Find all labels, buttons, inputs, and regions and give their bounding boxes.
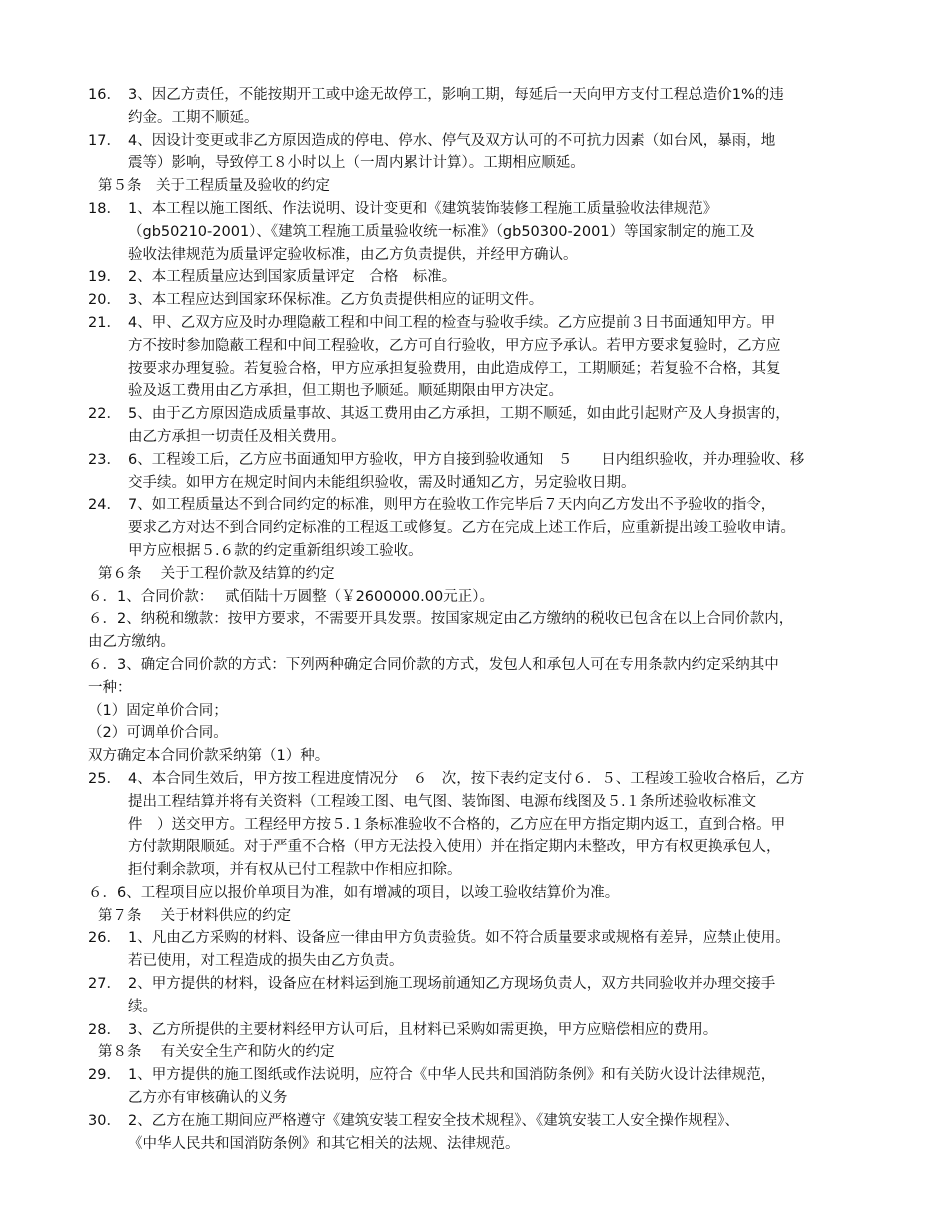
- clause-continuation: 由乙方承担一切责任及相关费用。: [128, 428, 346, 445]
- section-heading: 第７条 关于材料供应的约定: [98, 907, 292, 924]
- clause-line: [88, 1064, 890, 1087]
- clause-number: 23．: [88, 451, 121, 468]
- clause-text: 3、本工程应达到国家环保标准。乙方负责提供相应的证明文件。: [128, 292, 544, 309]
- clause-line: [88, 266, 890, 289]
- clause-number: 30．: [88, 1112, 121, 1129]
- clause-number: 25．: [88, 770, 121, 787]
- clause-number: 28．: [88, 1021, 121, 1038]
- clause-continuation: 件 ）送交甲方。工程经甲方按５.１条标准验收不合格的，乙方应在甲方指定期内返工，直到合格。甲: [128, 816, 786, 833]
- clause-continuation: 验收法律规范为质量评定验收标准，由乙方负责提供，并经甲方确认。: [128, 246, 578, 263]
- paragraph-line: ６．3、确定合同价款的方式：下列两种确定合同价款的方式，发包人和承包人可在专用条款内约定采纳其中: [88, 656, 779, 673]
- clause-text: 6、工程竣工后，乙方应书面通知甲方验收，甲方自接到验收通知 ５ 日内组织验收，并办理验收、移: [128, 451, 805, 468]
- clause-text: 1、本工程以施工图纸、作法说明、设计变更和《建筑装饰装修工程施工质量验收法律规范》: [128, 200, 718, 217]
- clause-text: 3、因乙方责任，不能按期开工或中途无故停工，影响工期，每延后一天向甲方支付工程总造价1%的违: [128, 87, 784, 103]
- section-heading: 第６条 关于工程价款及结算的约定: [98, 565, 335, 582]
- clause-continuation: 震等）影响，导致停工８小时以上（一周内累计计算）。工期相应顺延。: [128, 155, 585, 172]
- section-heading: 第５条 关于工程质量及验收的约定: [98, 178, 330, 195]
- clause-continuation: 按要求办理复验。若复验合格，甲方应承担复验费用，由此造成停工，工期顺延；若复验不合格，其复: [128, 360, 781, 377]
- clause-continuation: 甲方应根据５.６款的约定重新组织竣工验收。: [128, 542, 423, 559]
- clause-text: 5、由于乙方原因造成质量事故、其返工费用由乙方承担，工期不顺延，如由此引起财产及人身损害的，: [128, 406, 790, 423]
- clause-text: 2、乙方在施工期间应严格遵守《建筑安装工程安全技术规程》、《建筑安装工人安全操作规程》、: [128, 1112, 739, 1129]
- clause-continuation: 约金。工期不顺延。: [128, 109, 259, 126]
- clause-continuation: 交手续。如甲方在规定时间内未能组织验收，需及时通知乙方，另定验收日期。: [128, 474, 636, 491]
- clause-line: [88, 312, 890, 335]
- clause-line: [88, 494, 890, 517]
- clause-number: 16．: [88, 87, 121, 103]
- paragraph-line: （1）固定单价合同；: [88, 702, 228, 719]
- clause-line: [88, 1019, 890, 1042]
- clause-number: 21．: [88, 314, 121, 331]
- clause-continuation: 方付款期限顺延。对于严重不合格（甲方无法投入使用）并在指定期内未整改，甲方有权更换承包人，: [128, 839, 781, 856]
- clause-line: [88, 84, 890, 107]
- clause-number: 29．: [88, 1067, 121, 1084]
- paragraph-line: ６．2、纳税和缴款：按甲方要求，不需要开具发票。按国家规定由乙方缴纳的税收已包含在以上合同价款内，: [88, 611, 794, 628]
- clause-number: 22．: [88, 406, 121, 423]
- clause-text: 4、因设计变更或非乙方原因造成的停电、停水、停气及双方认可的不可抗力因素（如台风，暴雨，地: [128, 132, 776, 149]
- clause-line: [88, 1110, 890, 1133]
- clause-number: 20．: [88, 292, 121, 309]
- paragraph-line: 双方确定本合同价款采纳第（1）种。: [88, 748, 330, 765]
- clause-line: [88, 927, 890, 950]
- paragraph-line: （2）可调单价合同。: [88, 725, 228, 742]
- clause-number: 24．: [88, 497, 121, 514]
- clause-continuation: 方不按时参加隐蔽工程和中间工程验收，乙方可自行验收，甲方应予承认。若甲方要求复验时，乙方应: [128, 337, 781, 354]
- clause-continuation: 乙方亦有审核确认的义务: [128, 1090, 288, 1107]
- clause-line: [88, 403, 890, 426]
- clause-text: 7、如工程质量达不到合同约定的标准，则甲方在验收工作完毕后７天内向乙方发出不予验收的指令，: [128, 497, 776, 514]
- clause-continuation: 续。: [128, 998, 157, 1015]
- clause-text: 2、本工程质量应达到国家质量评定 合格 标准。: [128, 269, 457, 286]
- clause-number: 18．: [88, 200, 121, 217]
- clause-number: 27．: [88, 976, 121, 993]
- clause-text: 1、甲方提供的施工图纸或作法说明，应符合《中华人民共和国消防条例》和有关防火设计法律规范，: [128, 1067, 776, 1084]
- clause-number: 17．: [88, 132, 121, 149]
- clause-continuation: 验及返工费用由乙方承担，但工期也予顺延。顺延期限由甲方决定。: [128, 383, 563, 400]
- clause-line: [88, 198, 890, 221]
- clause-text: 4、甲、乙双方应及时办理隐蔽工程和中间工程的检查与验收手续。乙方应提前３日书面通知甲方。甲: [128, 314, 776, 331]
- clause-continuation: 要求乙方对达不到合同约定标准的工程返工或修复。乙方在完成上述工作后，应重新提出竣工验收申请。: [128, 520, 795, 537]
- clause-number: 26．: [88, 930, 121, 947]
- clause-text: 3、乙方所提供的主要材料经甲方认可后，且材料已采购如需更换，甲方应赔偿相应的费用。: [128, 1021, 718, 1038]
- clause-line: [88, 768, 890, 791]
- clause-line: [88, 973, 890, 996]
- paragraph-line: 由乙方缴纳。: [88, 634, 175, 651]
- clause-continuation: 提出工程结算并将有关资料（工程竣工图、电气图、装饰图、电源布线图及５.１条所述验收标准文: [128, 793, 757, 810]
- clause-line: [88, 449, 890, 472]
- clause-continuation: （gb50210-2001）、《建筑工程施工质量验收统一标准》（gb50300-2001）等国家制定的施工及: [128, 223, 755, 240]
- paragraph-line: ６．1、合同价款： 贰佰陆十万圆整（￥2600000.00元正）。: [88, 588, 494, 605]
- paragraph-line: 一种：: [88, 679, 132, 696]
- contract-body: [88, 84, 890, 1155]
- clause-text: 2、甲方提供的材料，设备应在材料运到施工现场前通知乙方现场负责人，双方共同验收并办理交接手: [128, 976, 776, 993]
- clause-line: [88, 289, 890, 312]
- clause-number: 19．: [88, 269, 121, 286]
- section-heading: 第８条 有关安全生产和防火的约定: [98, 1044, 335, 1061]
- clause-continuation: 《中华人民共和国消防条例》和其它相关的法规、法律规范。: [128, 1135, 520, 1152]
- clause-text: 1、凡由乙方采购的材料、设备应一律由甲方负责验货。如不符合质量要求或规格有差异，应禁止使用。: [128, 930, 790, 947]
- clause-line: [88, 130, 890, 153]
- clause-text: 4、本合同生效后，甲方按工程进度情况分 ６ 次，按下表约定支付６．５、工程竣工验收合格后，乙方: [128, 770, 805, 787]
- paragraph-line: ６．6、工程项目应以报价单项目为准，如有增减的项目，以竣工验收结算价为准。: [88, 884, 620, 901]
- clause-continuation: 拒付剩余款项，并有权从已付工程款中作相应扣除。: [128, 862, 462, 879]
- clause-continuation: 若已使用，对工程造成的损失由乙方负责。: [128, 953, 404, 970]
